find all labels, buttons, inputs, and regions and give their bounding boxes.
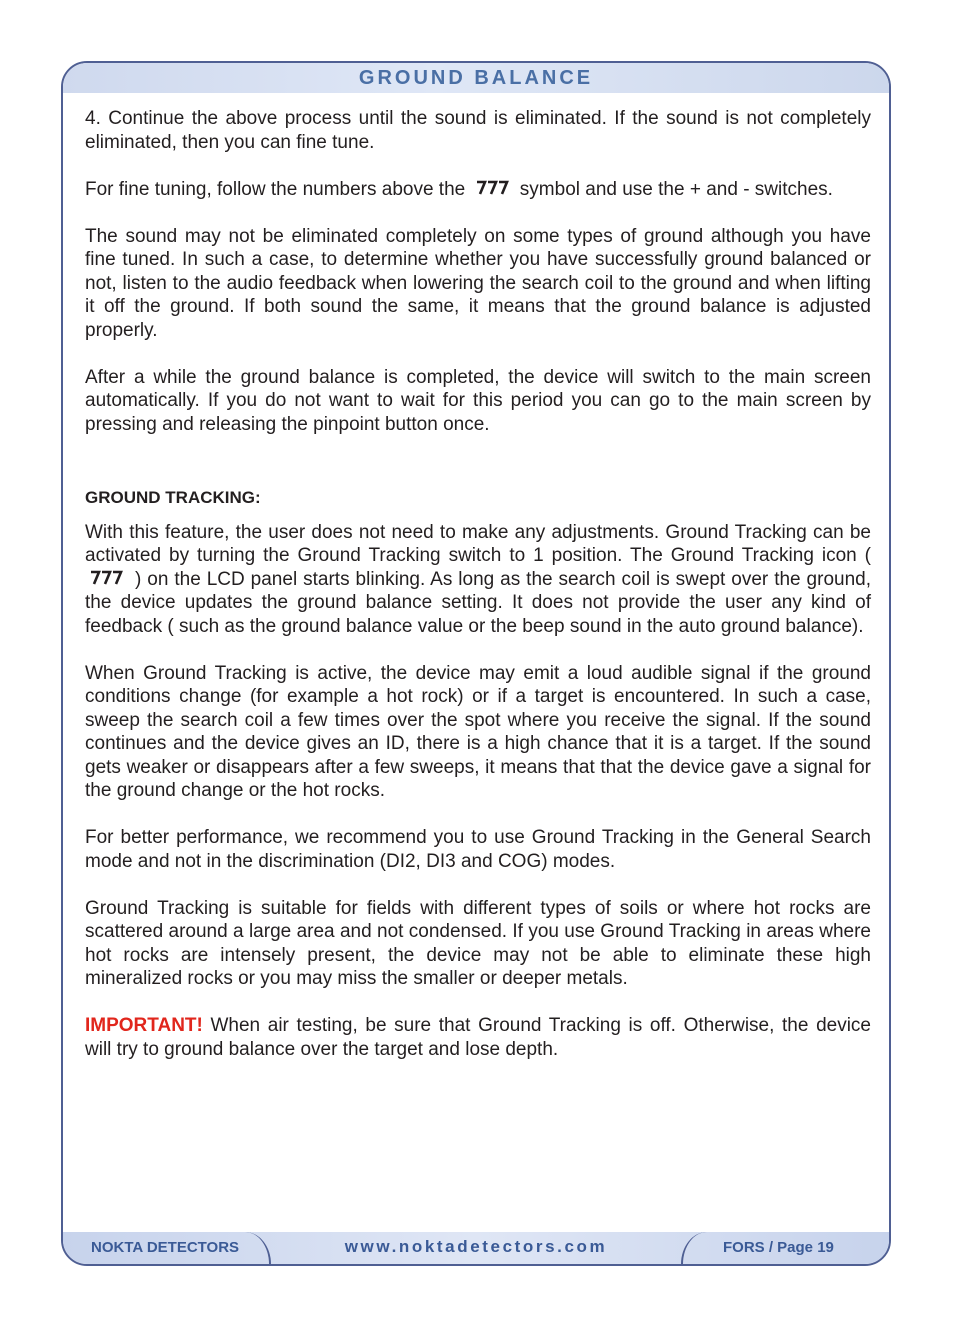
important-text: When air testing, be sure that Ground Tracking is off. Otherwise, the device will try to ground balance over the target and lose depth.	[85, 1015, 871, 1060]
section-title: GROUND BALANCE	[358, 67, 594, 89]
ground-tracking-heading: GROUND TRACKING:	[85, 487, 261, 507]
paragraph-important	[85, 1014, 871, 1061]
important-label: IMPORTANT!	[85, 1015, 203, 1036]
paragraph-fine-tuning	[85, 178, 871, 202]
paragraph-ground-tracking-intro	[85, 521, 871, 639]
fine-tuning-text-start: For fine tuning, follow the numbers above the	[85, 178, 466, 200]
paragraph-tracking-active: When Ground Tracking is active, the device may emit a loud audible signal if the ground conditions change (for example a hot rock) or if a target is encountered. In such a case, sweep the search coil a few times over the spot where you receive the signal. If the sound continues and the device gives an ID, there is a high chance that it is a target. If the sound gets weaker or disappears after a few sweeps, it means that that the device gave a signal for the ground change or the hot rocks.	[85, 662, 871, 801]
ground-tracking-icon	[475, 179, 511, 197]
paragraph-continue-process: 4. Continue the above process until the sound is eliminated. If the sound is not completely eliminated, then you can fine tune.	[85, 108, 871, 153]
footer-website-link[interactable]: www.noktadetectors.com	[344, 1237, 608, 1256]
page-footer	[63, 1232, 889, 1264]
page-content	[85, 107, 871, 1085]
section-header	[63, 63, 889, 93]
ground-tracking-intro-start: With this feature, the user does not need to make any adjustments. Ground Tracking can be activated by turning the Ground Tracking switch to 1 position. The Ground Tracking icon (	[85, 521, 871, 566]
paragraph-auto-main-screen: After a while the ground balance is completed, the device will switch to the main screen automatically. If you do not want to wait for this period you can go to the main screen by pressing and releasing the pinpoint button once.	[85, 366, 871, 435]
ground-tracking-icon	[89, 569, 125, 587]
ground-tracking-intro-end: ) on the LCD panel starts blinking. As long as the search coil is swept over the ground, the device updates the ground balance setting. It does not provide the user any kind of feedback ( such as the ground balance value or the beep sound in the auto ground balance).	[85, 568, 871, 637]
paragraph-better-performance: For better performance, we recommend you to use Ground Tracking in the General Search mode and not in the discrimination (DI2, DI3 and COG) modes.	[85, 827, 871, 872]
page-frame	[61, 61, 891, 1266]
footer-page-number: FORS / Page 19	[681, 1232, 889, 1264]
paragraph-suitable-fields: Ground Tracking is suitable for fields with different types of soils or where hot rocks are scattered around a large area and not condensed. If you use Ground Tracking in areas where hot rocks are intensely present, the device may not be able to eliminate these high mineralized rocks or you may miss the smaller or deeper metals.	[85, 897, 871, 989]
paragraph-sound-not-eliminated: The sound may not be eliminated completely on some types of ground although you have fine tuned. In such a case, to determine whether you have successfully ground balanced or not, listen to the audio feedback when lowering the search coil to the ground and when lifting it off the ground. If both sound the same, it means that the ground balance is adjusted properly.	[85, 225, 871, 341]
footer-brand: NOKTA DETECTORS	[63, 1232, 271, 1264]
fine-tuning-text-end: symbol and use the + and - switches.	[519, 178, 833, 200]
